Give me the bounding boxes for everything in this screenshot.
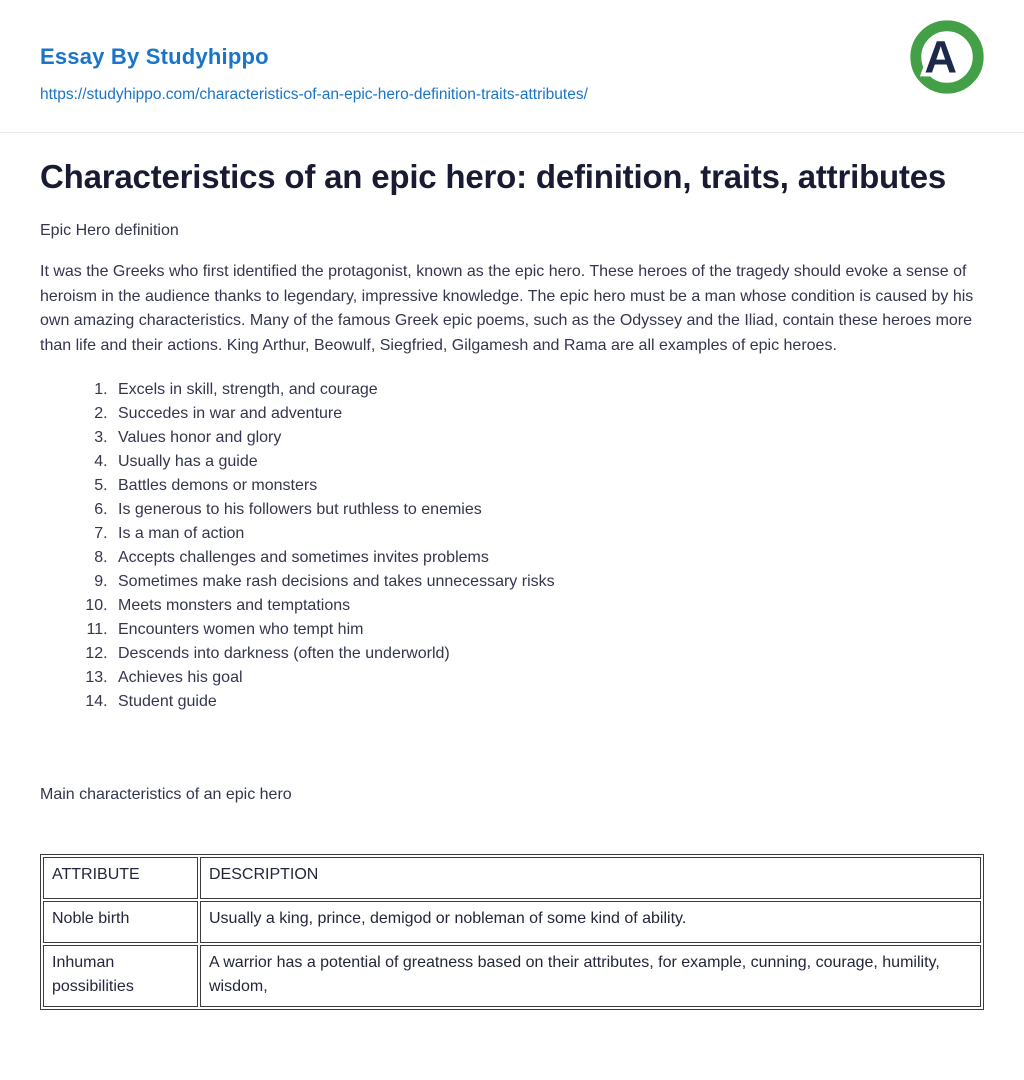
header-divider <box>0 132 1024 133</box>
cell-attribute: Noble birth <box>43 901 198 943</box>
attributes-table <box>40 854 984 1010</box>
cell-attribute: Inhuman possibilities <box>43 945 198 1007</box>
cell-description: Usually a king, prince, demigod or nobleman of some kind of ability. <box>200 901 981 943</box>
intro-paragraph: It was the Greeks who first identified the protagonist, known as the epic hero. These heroes of the tragedy should evoke a sense of heroism in the audience thanks to legendary, impressive knowledge. The epic hero must be a man whose condition is caused by his own amazing characteristics. Many of the famous Greek epic poems, such as the Odyssey and the Iliad, contain these heroes more than life and their actions. King Arthur, Beowulf, Siegfried, Gilgamesh and Rama are all examples of epic heroes. <box>40 263 974 354</box>
column-header-description: DESCRIPTION <box>200 857 981 899</box>
table-row <box>43 901 981 943</box>
list-item: 12. Descends into darkness (often the underworld) <box>112 642 984 666</box>
table-row <box>43 945 981 1007</box>
list-item: 11. Encounters women who tempt him <box>112 618 984 642</box>
list-item: 5. Battles demons or monsters <box>112 474 984 498</box>
list-item: 10. Meets monsters and temptations <box>112 594 984 618</box>
site-title[interactable]: Essay By Studyhippo <box>40 44 269 69</box>
list-item: 2. Succedes in war and adventure <box>112 402 984 426</box>
studyhippo-logo-icon[interactable] <box>908 18 986 96</box>
list-item: 7. Is a man of action <box>112 522 984 546</box>
list-item: 4. Usually has a guide <box>112 450 984 474</box>
article-url-link[interactable]: https://studyhippo.com/characteristics-of-an-epic-hero-definition-traits-attributes/ <box>40 86 588 103</box>
cell-description: A warrior has a potential of greatness based on their attributes, for example, cunning, courage, humility, wisdom, <box>200 945 981 1007</box>
list-item: 13. Achieves his goal <box>112 666 984 690</box>
list-item: 8. Accepts challenges and sometimes invites problems <box>112 546 984 570</box>
list-item: 1. Excels in skill, strength, and courage <box>112 378 984 402</box>
list-item: 6. Is generous to his followers but ruthless to enemies <box>112 498 984 522</box>
list-item: 3. Values honor and glory <box>112 426 984 450</box>
epic-hero-traits-list <box>40 378 984 714</box>
list-item: 14. Student guide <box>112 690 984 714</box>
section-heading: Main characteristics of an epic hero <box>40 786 292 803</box>
logo-letter: A <box>924 31 958 83</box>
page-title: Characteristics of an epic hero: definition, traits, attributes <box>40 158 947 195</box>
list-item: 9. Sometimes make rash decisions and takes unnecessary risks <box>112 570 984 594</box>
article-subtitle: Epic Hero definition <box>40 222 179 239</box>
article <box>0 159 1024 1010</box>
site-header <box>0 0 1024 133</box>
table-header-row <box>43 857 981 899</box>
column-header-attribute: ATTRIBUTE <box>43 857 198 899</box>
